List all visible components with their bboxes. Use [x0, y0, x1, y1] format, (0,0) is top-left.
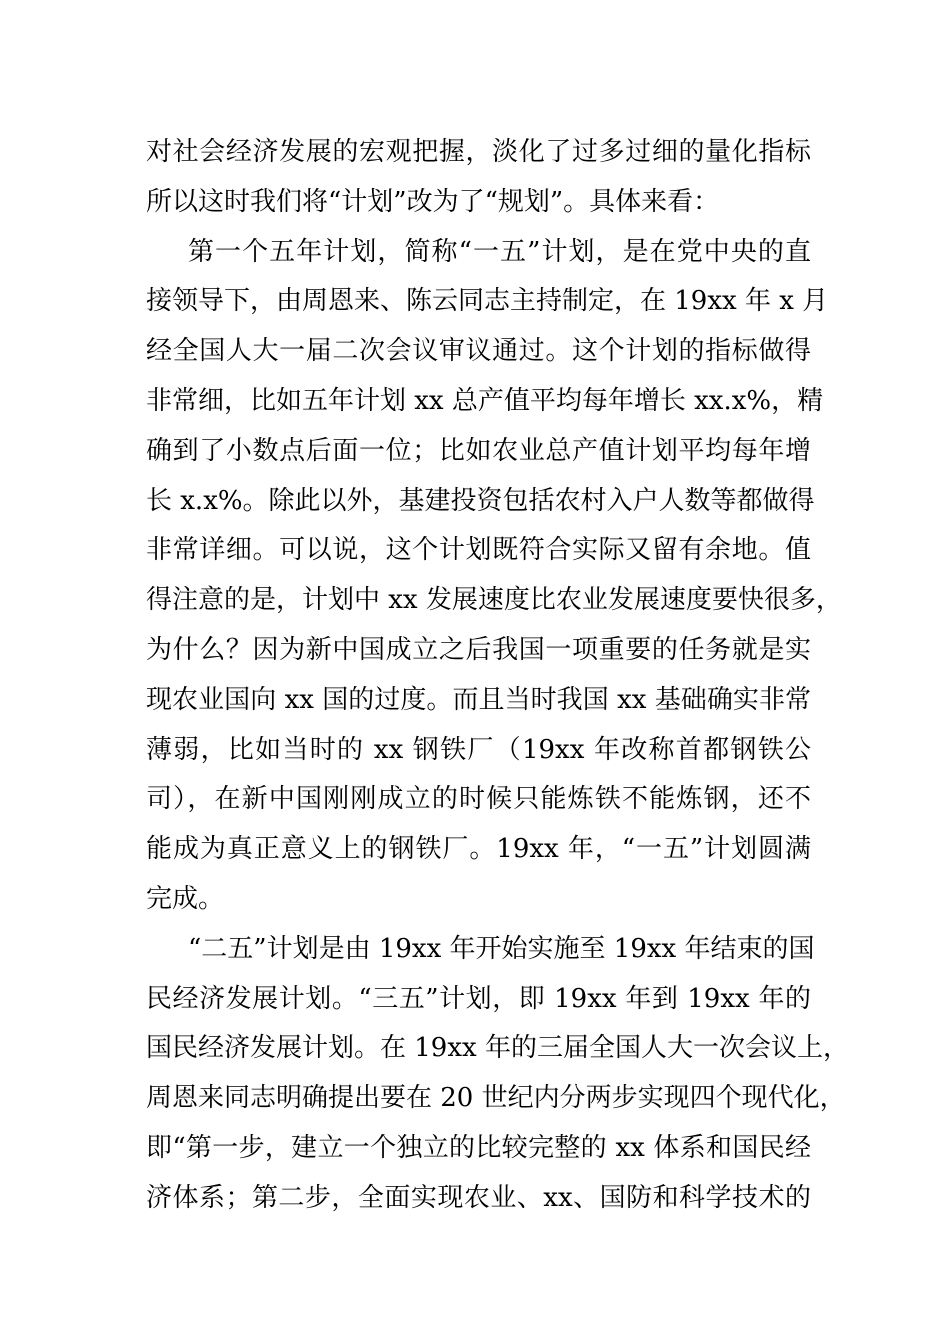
text-line: 完成。	[146, 883, 225, 914]
text-line: 能成为真正意义上的钢铁厂。19xx 年，“一五”计划圆满	[146, 834, 811, 865]
text-line: 民经济发展计划。“三五”计划，即 19xx 年到 19xx 年的	[146, 983, 811, 1014]
text-line: 现农业国向 xx 国的过度。而且当时我国 xx 基础确实非常	[146, 684, 811, 715]
body-text	[146, 128, 849, 1224]
text-line: 为什么？因为新中国成立之后我国一项重要的任务就是实	[146, 634, 811, 665]
text-line: 国民经济发展计划。在 19xx 年的三届全国人大一次会议上，	[146, 1033, 849, 1064]
text-line: 经全国人大一届二次会议审议通过。这个计划的指标做得	[146, 336, 811, 367]
text-line: 周恩来同志明确提出要在 20 世纪内分两步实现四个现代化，	[146, 1083, 846, 1114]
text-line: 第一个五年计划，简称“一五”计划，是在党中央的直	[188, 236, 811, 267]
text-line: 得注意的是，计划中 xx 发展速度比农业发展速度要快很多，	[146, 585, 842, 616]
text-line: 对社会经济发展的宏观把握，淡化了过多过细的量化指标	[146, 137, 811, 167]
text-line: “二五”计划是由 19xx 年开始实施至 19xx 年结束的国	[188, 933, 815, 964]
paragraph-1	[146, 128, 811, 228]
text-line: 接领导下，由周恩来、陈云同志主持制定，在 19xx 年 x 月	[146, 286, 829, 317]
paragraph-3	[146, 925, 849, 1224]
text-line: 确到了小数点后面一位；比如农业总产值计划平均每年增	[146, 435, 811, 466]
text-line: 司），在新中国刚刚成立的时候只能炼铁不能炼钢，还不	[146, 784, 811, 815]
text-line: 非常细，比如五年计划 xx 总产值平均每年增长 xx.x%，精	[146, 385, 824, 416]
text-line: 所以这时我们将“计划”改为了“规划”。具体来看：	[146, 186, 720, 217]
paragraph-2	[146, 228, 842, 925]
text-line: 薄弱，比如当时的 xx 钢铁厂（19xx 年改称首都钢铁公	[146, 734, 811, 765]
text-line: 非常详细。可以说，这个计划既符合实际又留有余地。值	[146, 535, 811, 566]
text-line: 长 x.x%。除此以外，基建投资包括农村入户人数等都做得	[146, 485, 815, 516]
text-line: 济体系；第二步，全面实现农业、xx、国防和科学技术的	[146, 1182, 811, 1213]
text-line: 即“第一步，建立一个独立的比较完整的 xx 体系和国民经	[146, 1132, 811, 1163]
